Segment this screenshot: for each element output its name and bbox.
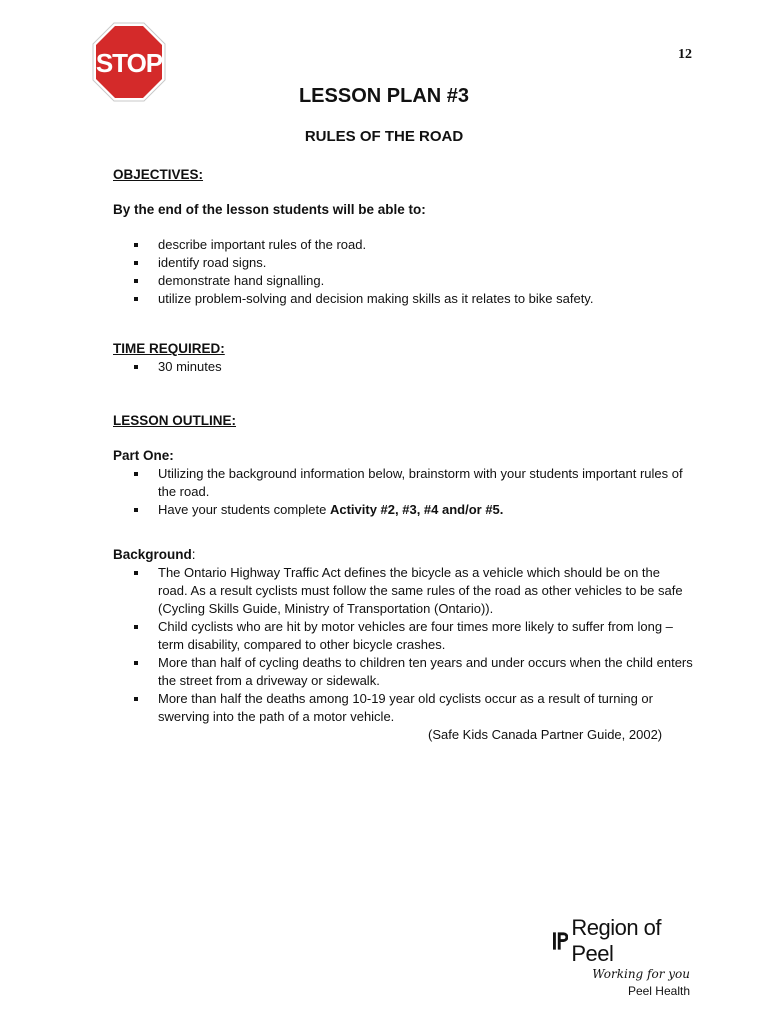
list-item: Child cyclists who are hit by motor vehicles are four times more likely to suffer from long –term disability, compared to other bicycle crashes.: [158, 618, 693, 654]
objectives-intro: By the end of the lesson students will be able to:: [113, 202, 426, 217]
list-item: identify road signs.: [158, 254, 693, 272]
time-required-list: [113, 358, 693, 376]
background-colon: :: [191, 547, 196, 562]
list-item: [158, 501, 693, 519]
logo-tagline: Working for you: [592, 967, 690, 981]
objectives-heading: OBJECTIVES:: [113, 167, 204, 182]
department-name: Peel Health: [627, 984, 690, 998]
objectives-list: [113, 236, 693, 308]
list-item: More than half the deaths among 10-19 year old cyclists occur as a result of turning or swerving into the path of a motor vehicle.: [158, 690, 693, 726]
list-item: describe important rules of the road.: [158, 236, 693, 254]
list-item: demonstrate hand signalling.: [158, 272, 693, 290]
logo-name: Region of Peel: [571, 915, 662, 966]
list-item: Utilizing the background information below, brainstorm with your students important rules of the road.: [158, 465, 693, 501]
logo-wordmark: [553, 915, 703, 967]
lesson-outline-heading: LESSON OUTLINE:: [113, 413, 237, 428]
citation: (Safe Kids Canada Partner Guide, 2002): [428, 727, 663, 742]
activity-instruction: Have your students complete: [158, 502, 330, 517]
list-item: The Ontario Highway Traffic Act defines the bicycle as a vehicle which should be on the road. As a result cyclists must follow the same rules of the road as other vehicles to be safe (Cycling Skills Guide, Ministry of Transportation (Ontario)).: [158, 564, 693, 618]
stop-sign-text: STOP: [95, 48, 163, 78]
page-number: 12: [678, 47, 692, 62]
part-one-heading: Part One:: [113, 448, 174, 463]
list-item: utilize problem-solving and decision making skills as it relates to bike safety.: [158, 290, 693, 308]
list-item: 30 minutes: [158, 358, 693, 376]
activity-numbers: Activity #2, #3, #4 and/or #5.: [329, 502, 504, 517]
peel-logo-icon: [553, 932, 568, 950]
region-of-peel-logo: [553, 915, 703, 998]
background-heading: Background: [113, 547, 192, 562]
list-item: More than half of cycling deaths to children ten years and under occurs when the child enters the street from a driveway or sidewalk.: [158, 655, 693, 688]
page-subtitle: RULES OF THE ROAD: [304, 128, 464, 145]
time-required-heading: TIME REQUIRED:: [113, 341, 225, 356]
part-one-list: [113, 465, 693, 519]
background-list: [113, 564, 693, 726]
page-title: LESSON PLAN #3: [298, 85, 470, 107]
background-heading-line: [113, 546, 693, 564]
lesson-content: [113, 166, 693, 744]
